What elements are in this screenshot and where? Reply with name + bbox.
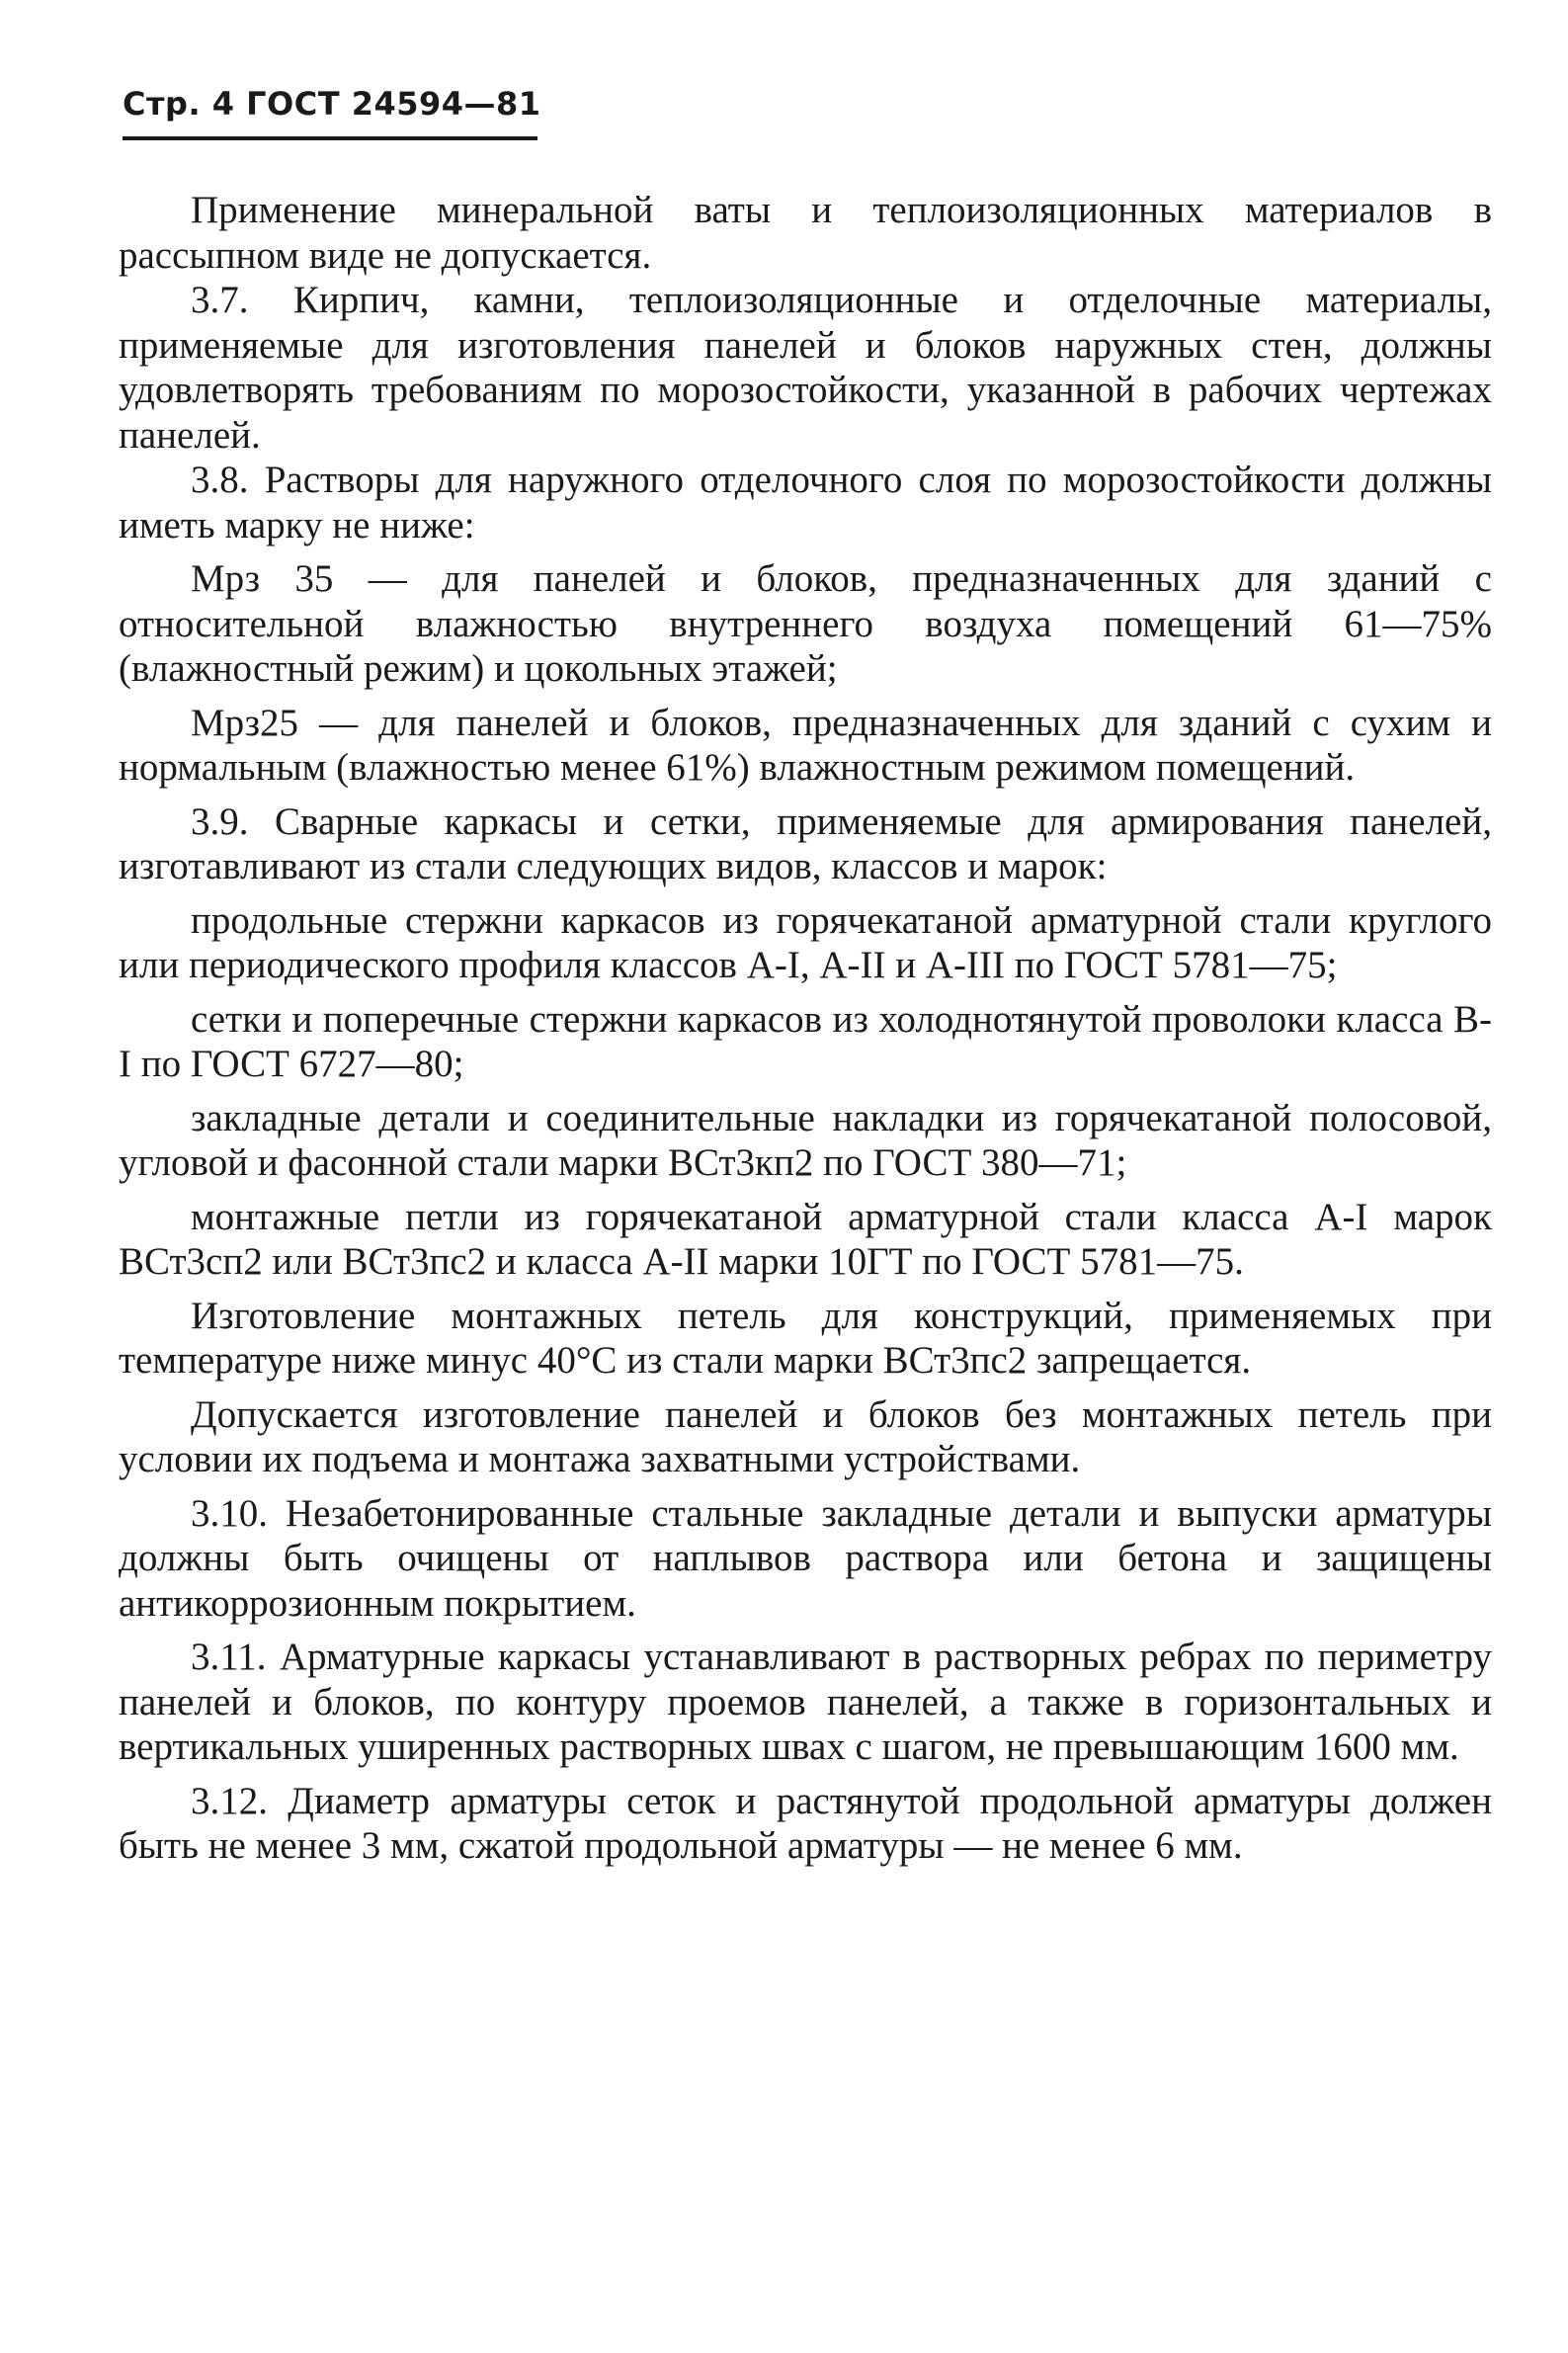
paragraph-embedded-parts: закладные детали и соединительные накладки из горячекатаной полосовой, угловой и фасонной стали марки ВСт3кп2 по ГОСТ 380—71; bbox=[119, 1096, 1492, 1184]
paragraph-loops-prohibited: Изготовление монтажных петель для конструкций, применяемых при температуре ниже минус 40°С из стали марки ВСт3пс2 запрещается. bbox=[119, 1294, 1492, 1382]
paragraph-3-8: 3.8. Растворы для наружного отделочного слоя по морозостойкости должны иметь марку не ниже: bbox=[119, 459, 1492, 546]
paragraph-3-7: 3.7. Кирпич, камни, теплоизоляционные и отделочные материалы, применяемые для изготовления панелей и блоков наружных стен, должны удовлетворять требованиям по морозостойкости, указанной в рабочих чертежах панелей. bbox=[119, 279, 1492, 457]
paragraph-mrz25: Мрз25 — для панелей и блоков, предназначенных для зданий с сухим и нормальным (влажностью менее 61%) влажностным режимом помещений. bbox=[119, 701, 1492, 789]
paragraph-mineral-wool: Применение минеральной ваты и теплоизоляционных материалов в рассыпном виде не допускается. bbox=[119, 189, 1492, 277]
paragraph-longitudinal-rods: продольные стержни каркасов из горячекатаной арматурной стали круглого или периодического профиля классов А-I, А-II и А-III по ГОСТ 5781—75; bbox=[119, 898, 1492, 986]
paragraph-mounting-loops: монтажные петли из горячекатаной арматурной стали класса А-I марок ВСт3сп2 или ВСт3пс2 и класса А-II марки 10ГТ по ГОСТ 5781—75. bbox=[119, 1195, 1492, 1283]
header-rule bbox=[123, 136, 537, 140]
paragraph-without-loops: Допускается изготовление панелей и блоков без монтажных петель при условии их подъема и монтажа захватными устройствами. bbox=[119, 1392, 1492, 1480]
paragraph-3-10: 3.10. Незабетонированные стальные закладные детали и выпуски арматуры должны быть очищены от наплывов раствора или бетона и защищены антикоррозионным покрытием. bbox=[119, 1491, 1492, 1625]
body-text bbox=[119, 188, 1492, 1869]
paragraph-3-11: 3.11. Арматурные каркасы устанавливают в растворных ребрах по периметру панелей и блоков, по контуру проемов панелей, а также в горизонтальных и вертикальных уширенных растворных швах с шагом, не превышающим 1600 мм. bbox=[119, 1636, 1492, 1768]
paragraph-meshes: сетки и поперечные стержни каркасов из холоднотянутой проволоки класса В-I по ГОСТ 6727—80; bbox=[119, 997, 1492, 1085]
page-header: Стр. 4 ГОСТ 24594—81 bbox=[123, 85, 541, 123]
paragraph-3-12: 3.12. Диаметр арматуры сеток и растянутой продольной арматуры должен быть не менее 3 мм, сжатой продольной арматуры — не менее 6 мм. bbox=[119, 1779, 1492, 1867]
paragraph-3-9: 3.9. Сварные каркасы и сетки, применяемые для армирования панелей, изготавливают из стали следующих видов, классов и марок: bbox=[119, 799, 1492, 887]
paragraph-mrz35: Мрз 35 — для панелей и блоков, предназначенных для зданий с относительной влажностью внутреннего воздуха помещений 61—75% (влажностный режим) и цокольных этажей; bbox=[119, 557, 1492, 690]
